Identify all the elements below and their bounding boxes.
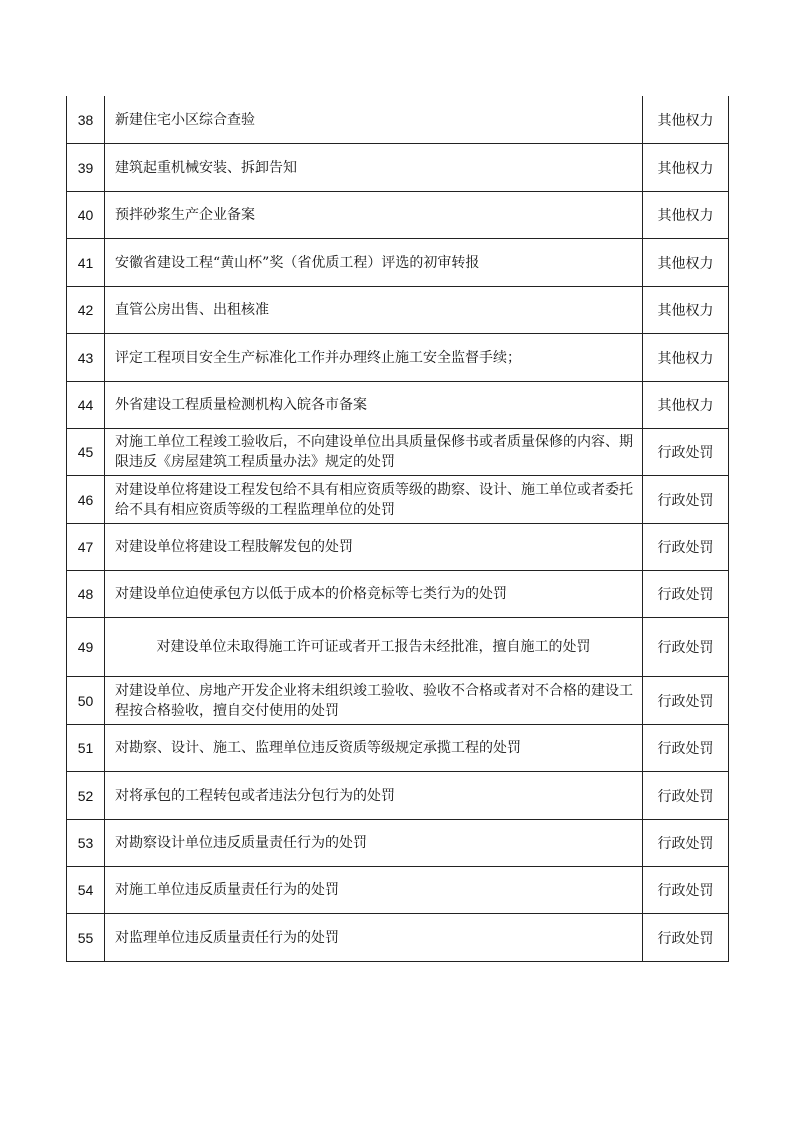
row-number: 38 [67,96,105,143]
table-row [67,238,728,286]
item-name: 对建设单位、房地产开发企业将未组织竣工验收、验收不合格或者对不合格的建设工程按合格验收，擅自交付使用的处罚 [105,677,643,724]
power-category: 行政处罚 [657,540,714,556]
row-number: 41 [67,239,105,286]
power-category: 行政处罚 [657,741,714,757]
table-row [67,819,728,866]
item-name: 对监理单位违反质量责任行为的处罚 [105,914,643,961]
power-category: 行政处罚 [657,788,714,805]
table-row [67,96,728,143]
row-number: 55 [67,914,105,961]
power-category: 其他权力 [657,303,714,319]
row-number: 43 [67,334,105,381]
item-name: 对勘察、设计、施工、监理单位违反资质等级规定承揽工程的处罚 [105,725,643,771]
table-row [67,381,728,428]
row-number: 45 [67,429,105,475]
item-name: 对建设单位将建设工程发包给不具有相应资质等级的勘察、设计、施工单位或者委托给不具有相应资质等级的工程监理单位的处罚 [105,476,643,523]
power-category: 行政处罚 [657,883,714,899]
row-number: 42 [67,287,105,333]
item-name: 对将承包的工程转包或者违法分包行为的处罚 [105,772,643,819]
row-number: 49 [67,618,105,676]
item-name: 对施工单位工程竣工验收后，不向建设单位出具质量保修书或者质量保修的内容、期限违反《房屋建筑工程质量办法》规定的处罚 [105,429,643,475]
power-category: 其他权力 [657,112,714,129]
power-category: 行政处罚 [657,836,714,852]
item-name: 预拌砂浆生产企业备案 [105,192,643,238]
item-name: 对施工单位违反质量责任行为的处罚 [105,867,643,913]
row-number: 39 [67,144,105,191]
power-category: 行政处罚 [657,640,714,656]
item-name: 对建设单位将建设工程肢解发包的处罚 [105,524,643,570]
power-category: 行政处罚 [657,930,714,947]
row-number: 48 [67,571,105,617]
power-category: 行政处罚 [657,587,714,603]
item-name: 对建设单位迫使承包方以低于成本的价格竞标等七类行为的处罚 [105,571,643,617]
table-row [67,143,728,191]
table-row [67,333,728,381]
table-row [67,866,728,913]
power-category: 行政处罚 [657,445,714,461]
table-row [67,617,728,676]
power-category: 其他权力 [657,350,714,367]
table-row [67,428,728,475]
table-row [67,913,728,961]
item-name: 评定工程项目安全生产标准化工作并办理终止施工安全监督手续； [105,334,643,381]
row-number: 44 [67,382,105,428]
power-category: 其他权力 [657,160,714,177]
table-row [67,724,728,771]
item-name: 对建设单位未取得施工许可证或者开工报告未经批准，擅自施工的处罚 [105,618,643,676]
table-row [67,475,728,523]
row-number: 52 [67,772,105,819]
power-category: 其他权力 [657,398,714,414]
table-row [67,523,728,570]
table-row [67,570,728,617]
power-category: 其他权力 [657,255,714,272]
item-name: 直管公房出售、出租核准 [105,287,643,333]
power-category: 行政处罚 [657,693,714,710]
item-name: 建筑起重机械安装、拆卸告知 [105,144,643,191]
row-number: 47 [67,524,105,570]
row-number: 46 [67,476,105,523]
table-row [67,286,728,333]
row-number: 53 [67,820,105,866]
item-name: 新建住宅小区综合查验 [105,96,643,143]
row-number: 40 [67,192,105,238]
table-row [67,676,728,724]
item-name: 对勘察设计单位违反质量责任行为的处罚 [105,820,643,866]
power-category: 其他权力 [657,208,714,224]
row-number: 54 [67,867,105,913]
row-number: 50 [67,677,105,724]
table-row [67,771,728,819]
item-name: 外省建设工程质量检测机构入皖各市备案 [105,382,643,428]
row-number: 51 [67,725,105,771]
power-category: 行政处罚 [657,492,714,509]
power-list-table [66,96,729,962]
table-row [67,191,728,238]
item-name: 安徽省建设工程“黄山杯”奖（省优质工程）评选的初审转报 [105,239,643,286]
